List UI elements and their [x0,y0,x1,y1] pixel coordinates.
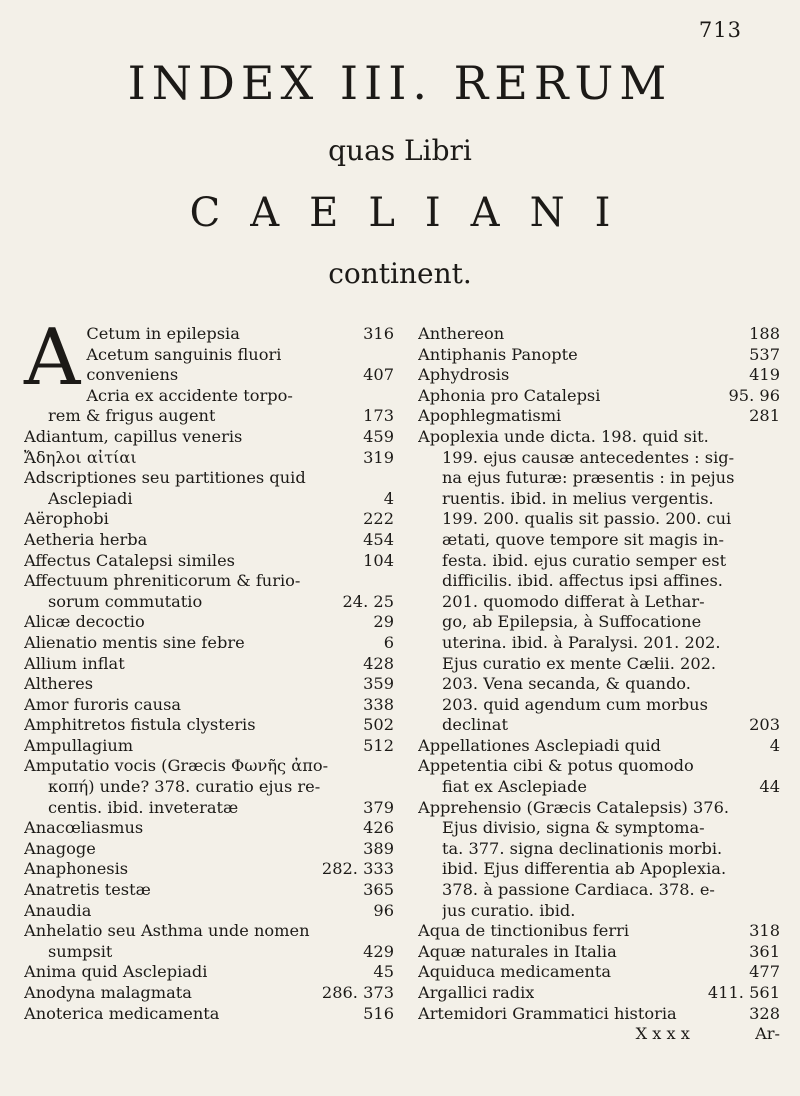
index-line [418,859,780,880]
index-line [24,695,394,716]
entry-text: Anhelatio seu Asthma unde nomen [24,921,310,941]
index-line [418,1004,780,1025]
entry-text: Ejus curatio ex mente Cælii. 202. [442,653,717,673]
index-line [418,612,780,633]
index-line [418,324,780,345]
entry-text: Aquæ naturales in Italia [418,941,617,961]
entry-text: Apprehensio (Græcis Catalepsis) 376. [418,797,730,817]
entry-page-ref: 459 [363,426,394,446]
entry-text: Adscriptiones seu partitiones quid [24,468,306,488]
entry-text: Alienatio mentis sine febre [24,632,245,652]
index-line [24,818,394,839]
entry-page-ref: 286. 373 [321,983,394,1002]
entry-text: Ampullagium [24,735,134,755]
entry-page-ref: 454 [363,529,394,549]
index-line [24,612,394,633]
entry-text: Antiphanis Panopte [418,344,578,364]
index-line [418,942,780,963]
entry-text: Artemidori Grammatici historia [418,1003,677,1023]
index-line [418,880,780,901]
entry-text: 201. quomodo differat à Lethar- [442,591,705,611]
left-column [24,313,394,1024]
entry-text: Amphitretos fistula clysteris [24,715,256,735]
index-line [418,736,780,757]
index-line [24,633,394,654]
entry-page-ref: 502 [363,715,394,735]
entry-text: uterina. ibid. à Paralysi. 201. 202. [442,632,721,652]
index-line [418,571,780,592]
entry-text: ruentis. ibid. in melius vergentis. [442,488,714,508]
entry-page-ref: 477 [749,962,780,982]
index-line [24,880,394,901]
index-line [418,386,780,407]
entry-text: Appellationes Asclepiadi quid [418,735,661,755]
entry-text: sorum commutatio [48,591,203,611]
entry-page-ref: 359 [363,674,394,694]
index-line [24,901,394,922]
index-line [418,489,780,510]
index-line [24,427,394,448]
entry-text: declinat [442,715,508,735]
index-line [418,901,780,922]
entry-page-ref: 173 [363,406,394,426]
entry-page-ref: 319 [363,447,394,467]
index-subtitle-continent: continent. [328,257,472,290]
entry-text: sumpsit [48,941,113,961]
entry-page-ref: 96 [373,900,394,920]
entry-page-ref: 516 [363,1003,394,1023]
entry-page-ref: 328 [749,1003,780,1023]
entry-text: ibid. Ejus differentia ab Apoplexia. [442,859,727,879]
index-line [418,839,780,860]
entry-text: 199. 200. qualis sit passio. 200. cui [442,509,732,529]
entry-page-ref: 44 [759,777,780,797]
entry-text: Argallici radix [418,983,535,1002]
entry-page-ref: 318 [749,921,780,941]
index-line [24,530,394,551]
page-number: 713 [698,18,742,42]
index-line [86,386,394,407]
entry-page-ref: 389 [363,838,394,858]
entry-text: Aërophobi [24,509,109,529]
entry-text: Appetentia cibi & potus quomodo [418,756,694,776]
index-line [24,942,394,963]
index-line [24,406,394,427]
entry-page-ref: 316 [363,324,394,343]
right-column [418,324,780,1045]
index-line [24,468,394,489]
index-line [24,489,394,510]
index-line [418,633,780,654]
entry-text: fiat ex Asclepiade [442,777,587,797]
catch-line [418,1024,780,1045]
entry-page-ref: 426 [363,818,394,838]
entry-page-ref: 379 [363,797,394,817]
entry-page-ref: 419 [749,365,780,385]
entry-text: Anagoge [24,838,96,858]
entry-text: Anthereon [418,324,505,343]
entry-text: Affectus Catalepsi similes [24,550,235,570]
index-line [24,1004,394,1025]
entry-page-ref: 4 [383,488,394,508]
index-line [24,448,394,469]
index-line [418,592,780,613]
entry-text: festa. ibid. ejus curatio semper est [442,550,727,570]
entry-text: Apophlegmatismi [418,406,562,426]
index-line [24,839,394,860]
entry-text: Amor furoris causa [24,694,182,714]
entry-text: 203. Vena secanda, & quando. [442,674,691,694]
index-line [24,962,394,983]
entry-text: Anodyna malagmata [24,983,192,1002]
entry-page-ref: 203 [749,715,780,735]
index-line [418,695,780,716]
index-line [86,345,394,366]
index-title: INDEX III. RERUM [127,56,673,110]
entry-text: 199. ejus causæ antecedentes : sig- [442,447,735,467]
entry-text: Aphydrosis [418,365,510,385]
index-line [24,571,394,592]
entry-text: Aphonia pro Catalepsi [418,385,601,405]
index-line [418,962,780,983]
entry-text: Anatretis testæ [24,880,151,900]
index-line [418,756,780,777]
entry-page-ref: 411. 561 [707,983,780,1002]
index-line [24,777,394,798]
author-name: CAELIANI [189,190,641,236]
entry-text: Acetum sanguinis fluori [86,344,282,364]
entry-page-ref: 407 [363,365,394,385]
entry-text: Anacœliasmus [24,818,144,838]
index-line [418,654,780,675]
entry-text: go, ab Epilepsia, à Suffocatione [442,612,702,632]
index-line [418,509,780,530]
entry-page-ref: 6 [383,632,394,652]
entry-text: Aetheria herba [24,529,148,549]
index-line [418,365,780,386]
entry-text: 378. à passione Cardiaca. 378. e- [442,880,715,900]
entry-text: Anaphonesis [24,859,129,879]
index-line [86,324,394,345]
index-line [418,345,780,366]
entry-text: Anoterica medicamenta [24,1003,220,1023]
index-line [418,406,780,427]
entry-text: Amputatio vocis (Græcis Φωνῆς ἀπο- [24,756,329,776]
entry-page-ref: 361 [749,941,780,961]
entry-page-ref: 188 [749,324,780,343]
entry-page-ref: 338 [363,694,394,714]
index-line [24,736,394,757]
index-line [418,983,780,1004]
index-line [24,798,394,819]
index-line [418,551,780,572]
index-line [24,654,394,675]
entry-page-ref: 104 [363,550,394,570]
index-line [418,427,780,448]
entry-text: Alicæ decoctio [24,612,145,632]
entry-text: Cetum in epilepsia [86,324,240,343]
index-line [24,983,394,1004]
index-line [24,674,394,695]
index-line [86,365,394,386]
entry-text: centis. ibid. inveteratæ [48,797,239,817]
entry-text: Anaudia [24,900,92,920]
entry-text: Anima quid Asclepiadi [24,962,208,982]
index-line [418,777,780,798]
index-line [24,756,394,777]
entry-page-ref: 512 [363,735,394,755]
entry-text: na ejus futuræ: præsentis : in pejus [442,468,735,488]
entry-text: Aquiduca medicamenta [418,962,612,982]
entry-text: Adiantum, capillus veneris [24,426,243,446]
index-line [24,509,394,530]
entry-text: Ἄδηλοι αἰτίαι [24,447,137,467]
entry-page-ref: 429 [363,941,394,961]
entry-text: 203. quid agendum cum morbus [442,694,708,714]
index-line [24,551,394,572]
entry-text: difficilis. ibid. affectus ipsi affines. [442,571,723,591]
entry-page-ref: 45 [373,962,394,982]
first-entry [24,313,394,406]
entry-text: Acria ex accidente torpo- [86,385,293,405]
entry-text: Altheres [24,674,94,694]
entry-page-ref: 29 [373,612,394,632]
entry-text: Asclepiadi [48,488,133,508]
entry-text: Apoplexia unde dicta. 198. quid sit. [418,426,709,446]
entry-text: conveniens [86,365,179,385]
entry-page-ref: 281 [749,406,780,426]
entry-text: jus curatio. ibid. [442,900,576,920]
index-line [418,818,780,839]
entry-text: Allium inflat [24,653,125,673]
entry-text: κοπή) unde? 378. curatio ejus re- [48,777,321,797]
index-line [418,921,780,942]
index-line [418,798,780,819]
entry-page-ref: 282. 333 [321,859,394,879]
index-line [418,468,780,489]
entry-text: Affectuum phreniticorum & furio- [24,571,301,591]
entry-page-ref: 365 [363,880,394,900]
index-line [418,448,780,469]
entry-text: Ejus divisio, signa & symptoma- [442,818,705,838]
drop-cap: A [24,313,81,403]
entry-text: rem & frigus augent [48,406,216,426]
entry-page-ref: 24. 25 [342,591,394,611]
index-line [24,859,394,880]
entry-page-ref: 428 [363,653,394,673]
catchword: Ar- [755,1024,780,1044]
index-line [24,921,394,942]
index-line [418,530,780,551]
index-line [24,592,394,613]
index-line [418,674,780,695]
entry-page-ref: 95. 96 [728,385,780,405]
entry-text: ta. 377. signa declinationis morbi. [442,838,723,858]
index-line [418,715,780,736]
entry-page-ref: 537 [749,344,780,364]
index-subtitle: quas Libri [328,134,472,167]
entry-text: Aqua de tinctionibus ferri [418,921,630,941]
index-line [24,715,394,736]
entry-page-ref: 4 [769,735,780,755]
entry-text: ætati, quove tempore sit magis in- [442,529,724,549]
entry-page-ref: 222 [363,509,394,529]
signature-mark: X x x x [635,1024,690,1044]
